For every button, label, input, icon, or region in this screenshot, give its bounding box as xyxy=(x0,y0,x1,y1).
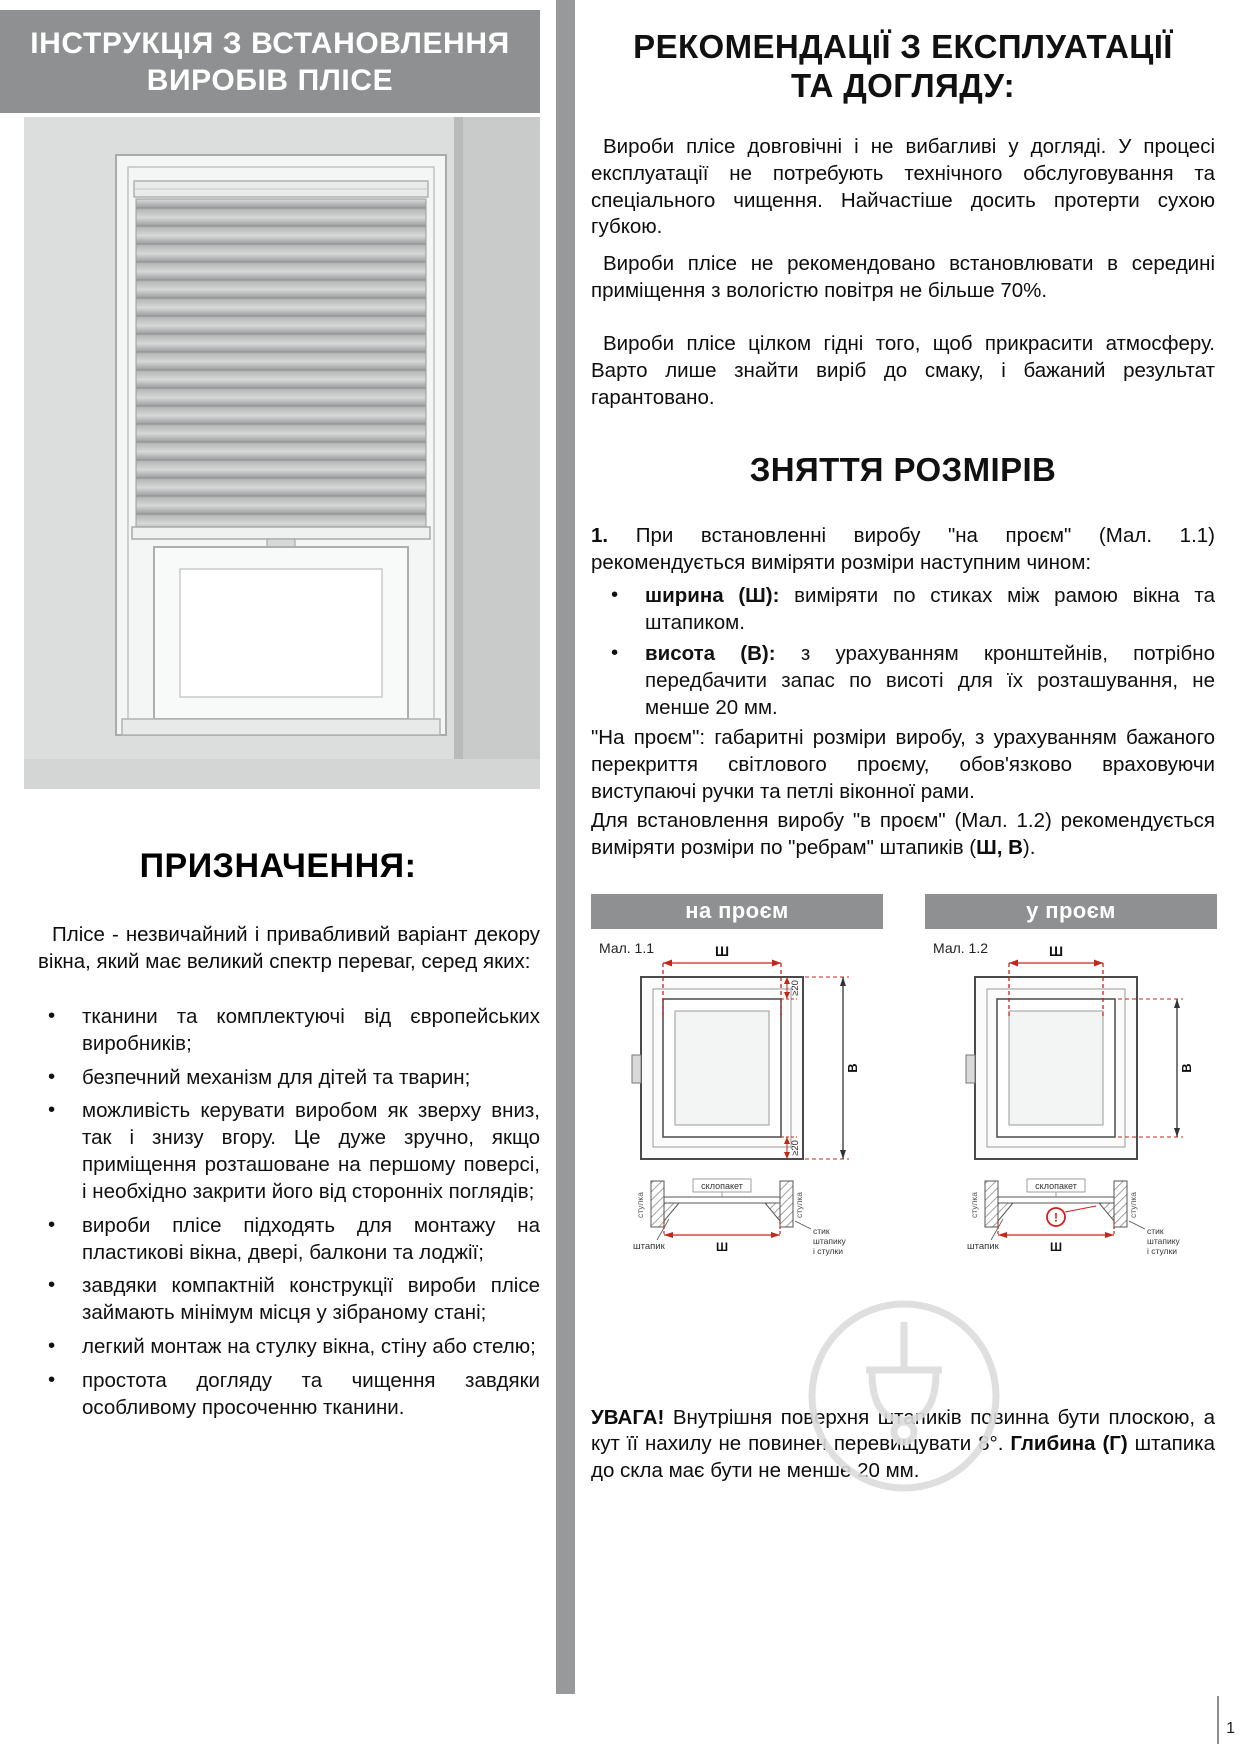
window-drawing xyxy=(966,977,1137,1159)
note-v-proem-pre: Для встановлення виробу "в проєм" (Мал. 1.2) рекомендується виміряти розміри по "ребрам" штапиків ( xyxy=(591,808,1215,859)
list-item: • завдяки компактній конструкції вироби плісе займають мінімум місця у зібраному стані; xyxy=(38,1273,540,1327)
list-item: • можливість керувати виробом як зверху вниз, так і знизу вгору. Це дуже зручно, якщо приміщення розташоване на першому поверсі, і необхідно закрити його від сторонніх поглядів; xyxy=(38,1098,540,1205)
list-item: • простота догляду та чищення завдяки особливому просоченню тканини. xyxy=(38,1368,540,1422)
warning-leader-line xyxy=(1065,1206,1096,1212)
note-v-proem xyxy=(591,808,1215,862)
diagram-1-figure xyxy=(591,929,883,1267)
window-handle xyxy=(632,1055,641,1083)
page-footer xyxy=(1217,1696,1235,1744)
list-item: • легкий монтаж на стулку вікна, стіну або стелю; xyxy=(38,1334,540,1361)
list-item: • вироби плісе підходять для монтажу на пластикові вікна, двері, балкони та лоджії; xyxy=(38,1213,540,1267)
left-header-line1: ІНСТРУКЦІЯ З ВСТАНОВЛЕННЯ xyxy=(30,27,510,60)
sash-right-label: стулка xyxy=(1128,1191,1138,1218)
arrowhead xyxy=(1174,999,1180,1008)
pleated-shade xyxy=(136,199,426,527)
arrowhead xyxy=(1009,959,1018,966)
care-paragraph-1: Вироби плісе довговічні і не вибагливі у догляді. У процесі експлуатації не потребують технічного обслуговування та спеціального чищення. Найчастіше досить протерти сухою губкою. xyxy=(591,134,1215,239)
left-header-line2: ВИРОБІВ ПЛІСЕ xyxy=(146,63,394,97)
bottom-width-label: Ш xyxy=(1049,1239,1063,1254)
floor-strip xyxy=(24,759,540,789)
step-number: 1. xyxy=(591,524,609,548)
term-height: висота (В): xyxy=(645,641,776,665)
footer-divider-line xyxy=(1217,1696,1219,1744)
care-title xyxy=(591,28,1215,106)
window-illustration-svg xyxy=(24,117,540,789)
diagram-2-figure xyxy=(925,929,1217,1267)
window-illustration xyxy=(24,117,540,789)
term-width-text: виміряти по стиках між рамою вікна та штапиком. xyxy=(645,584,1215,634)
figure-label: Мал. 1.2 xyxy=(933,939,989,956)
note-v-proem-post: ). xyxy=(1022,835,1036,859)
joint-label-1: стик xyxy=(813,1225,830,1236)
diagram-2-header: у проєм xyxy=(925,894,1217,929)
arrowhead xyxy=(771,1232,780,1238)
arrowhead xyxy=(664,1232,673,1238)
diagram-row xyxy=(591,894,1215,1267)
step-text: При встановленні виробу "на проєм" (Мал. 1.1) рекомендується виміряти розміри наступним чином: xyxy=(591,524,1215,575)
window-drawing xyxy=(632,977,803,1159)
term-height-text: з урахуванням кронштейнів, потрібно передбачити запас по висоті для їх розташування, не менше 20 мм. xyxy=(645,641,1215,719)
window-sill xyxy=(122,719,440,735)
blind-bottom-rail xyxy=(132,527,430,539)
left-header-box xyxy=(0,10,540,113)
purpose-bullet-list xyxy=(38,1004,540,1422)
bottom-width-dimension xyxy=(664,1221,780,1235)
page-number: 1 xyxy=(1226,1720,1235,1737)
joint-label-3: і стулки xyxy=(813,1245,843,1256)
arrowhead xyxy=(1105,1232,1114,1238)
joint-label-2: штапику xyxy=(1147,1235,1180,1246)
measuring-step-1 xyxy=(591,523,1215,577)
bead-label: штапик xyxy=(967,1240,999,1252)
bottom-width-label: Ш xyxy=(715,1239,729,1254)
note-v-proem-bold: Ш, В xyxy=(976,835,1023,859)
care-paragraph-2: Вироби плісе не рекомендовано встановлювати в середині приміщення з вологістю повітря не більше 70%. xyxy=(591,252,1215,303)
attention-note xyxy=(591,1405,1215,1486)
arrowhead xyxy=(840,977,846,986)
glazing-label: склопакет xyxy=(701,1180,743,1191)
diagram-panel-na-proem xyxy=(591,894,883,1267)
care-title-line1: РЕКОМЕНДАЦІЇ З ЕКСПЛУАТАЦІЇ xyxy=(633,28,1173,65)
attention-text-1: Внутрішня поверхня штапиків повинна бути плоскою, а кут її нахилу не повинен перевищувати 8°. xyxy=(591,1405,1215,1456)
list-item xyxy=(605,641,1215,722)
joint-label-2: штапику xyxy=(813,1235,846,1246)
measuring-title: ЗНЯТТЯ РОЗМІРІВ xyxy=(749,451,1057,489)
attention-label: УВАГА! xyxy=(591,1405,665,1429)
min-gap-bottom-label: ≥20 xyxy=(790,1139,801,1156)
min-gap-top-label: ≥20 xyxy=(790,979,801,996)
arrowhead xyxy=(840,1150,846,1159)
list-item xyxy=(605,583,1215,637)
bead-label: штапик xyxy=(633,1240,665,1252)
wall-edge xyxy=(454,117,463,789)
warning-mark: ! xyxy=(1054,1210,1058,1225)
left-column xyxy=(0,0,556,1429)
column-divider xyxy=(556,0,575,1694)
arrowhead xyxy=(998,1232,1007,1238)
height-dimension-label: В xyxy=(845,1062,860,1073)
right-column xyxy=(575,0,1245,1485)
care-title-line2: ТА ДОГЛЯДУ: xyxy=(790,66,1016,104)
sash-left-label: стулка xyxy=(635,1191,645,1218)
measuring-bullet-list xyxy=(605,583,1215,721)
list-item: • безпечний механізм для дітей та тварин; xyxy=(38,1065,540,1092)
diagram-panel-u-proem xyxy=(925,894,1217,1267)
height-dimension xyxy=(805,977,849,1159)
note-na-proem: "На проєм": габаритні розміри виробу, з урахуванням бажаного перекриття світлового проєму, обов'язково враховуючи виступаючі ручки та петлі віконної рами. xyxy=(591,726,1215,804)
diagram-1-header: на проєм xyxy=(591,894,883,929)
attention-text-2: штапика до скла має бути не менше 20 мм. xyxy=(591,1432,1215,1483)
window-glass xyxy=(180,569,382,697)
window-handle xyxy=(966,1055,975,1083)
sash-right-label: стулка xyxy=(794,1191,804,1218)
joint-label-1: стик xyxy=(1147,1225,1164,1236)
wall-shadow-right xyxy=(454,117,540,789)
joint-label-3: і стулки xyxy=(1147,1245,1177,1256)
list-item: • тканини та комплектуючі від європейських виробників; xyxy=(38,1004,540,1058)
arrowhead xyxy=(1094,959,1103,966)
joint-leader-line xyxy=(1129,1221,1145,1229)
figure-label: Мал. 1.1 xyxy=(599,939,655,956)
care-paragraph-3: Вироби плісе цілком гідні того, щоб прикрасити атмосферу. Варто лише знайти виріб до смаку, і бажаний результат гарантовано. xyxy=(591,331,1215,409)
purpose-intro: Плісе - незвичайний і привабливий варіант декору вікна, який має великий спектр переваг, серед яких: xyxy=(38,923,540,974)
height-dimension-label: В xyxy=(1179,1062,1194,1073)
width-dimension-label: Ш xyxy=(714,942,730,959)
width-dimension-label: Ш xyxy=(1048,942,1064,959)
attention-bold-term: Глибина (Г) xyxy=(1010,1432,1128,1456)
arrowhead xyxy=(772,959,781,966)
purpose-title: ПРИЗНАЧЕННЯ: xyxy=(139,847,417,886)
joint-leader-line xyxy=(795,1221,811,1229)
term-width: ширина (Ш): xyxy=(645,584,780,608)
arrowhead xyxy=(663,959,672,966)
glazing-label: склопакет xyxy=(1035,1180,1077,1191)
arrowhead xyxy=(1174,1128,1180,1137)
sash-left-label: стулка xyxy=(969,1191,979,1218)
